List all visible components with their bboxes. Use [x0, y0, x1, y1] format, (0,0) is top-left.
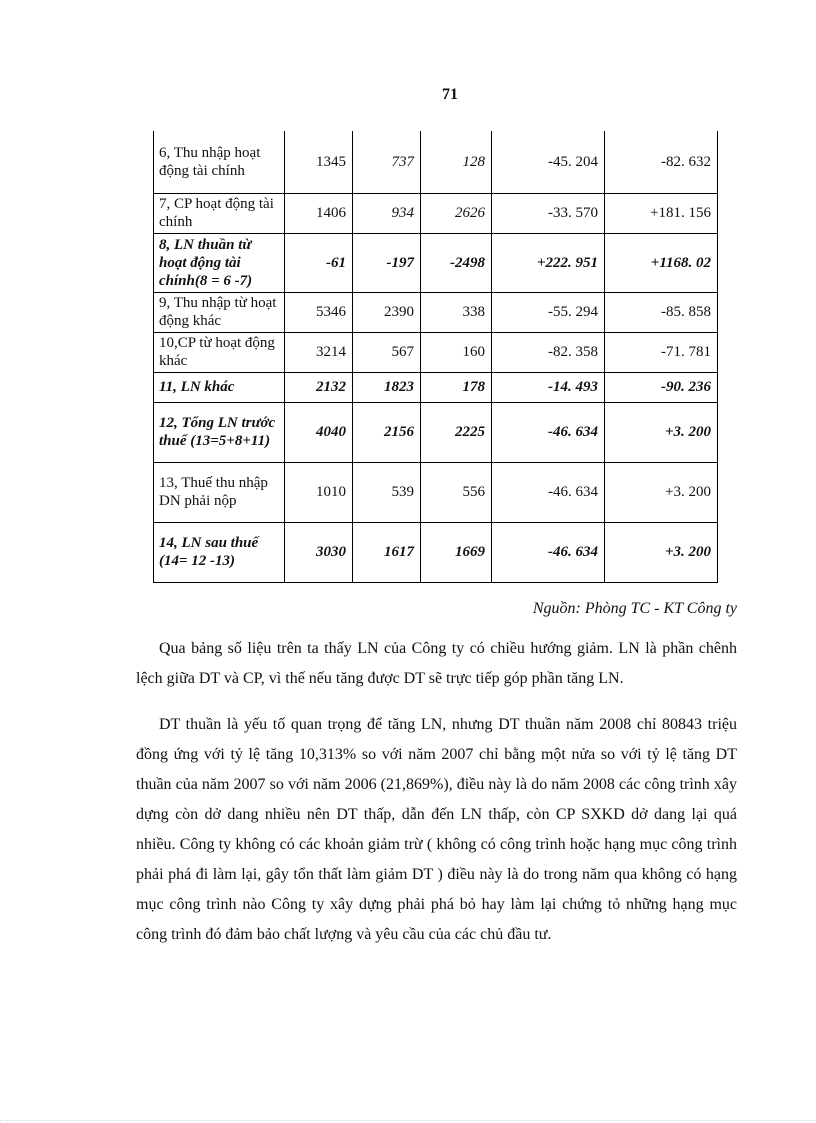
row-label: 8, LN thuần từ hoạt động tài chính(8 = 6 -7)	[154, 233, 285, 292]
change-2007-2006: -55. 294	[492, 292, 605, 332]
value-2006: 4040	[285, 402, 353, 462]
change-2007-2006: -46. 634	[492, 402, 605, 462]
change-2007-2006: -45. 204	[492, 131, 605, 193]
value-2007: 737	[353, 131, 421, 193]
value-2007: 567	[353, 332, 421, 372]
value-2008: 178	[421, 372, 492, 402]
value-2006: 2132	[285, 372, 353, 402]
value-2007: 1617	[353, 522, 421, 582]
financial-table	[153, 131, 718, 583]
row-label: 12, Tổng LN trước thuế (13=5+8+11)	[154, 402, 285, 462]
change-2008-2007: +3. 200	[605, 522, 718, 582]
table-row	[154, 193, 718, 233]
row-label: 6, Thu nhập hoạt động tài chính	[154, 131, 285, 193]
change-2008-2007: +3. 200	[605, 402, 718, 462]
value-2006: 3214	[285, 332, 353, 372]
value-2007: 2390	[353, 292, 421, 332]
value-2006: 5346	[285, 292, 353, 332]
page-number: 71	[442, 86, 458, 103]
table-row	[154, 332, 718, 372]
change-2008-2007: -85. 858	[605, 292, 718, 332]
paragraph: Qua bảng số liệu trên ta thấy LN của Công ty có chiều hướng giảm. LN là phần chênh lệch giữa DT và CP, vì thế nếu tăng được DT sẽ trực tiếp góp phần tăng LN.	[136, 640, 737, 687]
value-2007: 2156	[353, 402, 421, 462]
table-row	[154, 372, 718, 402]
row-label: 9, Thu nhập từ hoạt động khác	[154, 292, 285, 332]
value-2008: 338	[421, 292, 492, 332]
value-2006: 3030	[285, 522, 353, 582]
change-2008-2007: +1168. 02	[605, 233, 718, 292]
change-2007-2006: -46. 634	[492, 462, 605, 522]
value-2007: 1823	[353, 372, 421, 402]
value-2008: -2498	[421, 233, 492, 292]
change-2008-2007: -90. 236	[605, 372, 718, 402]
table-row	[154, 462, 718, 522]
value-2008: 160	[421, 332, 492, 372]
value-2008: 2626	[421, 193, 492, 233]
change-2008-2007: -82. 632	[605, 131, 718, 193]
value-2007: 539	[353, 462, 421, 522]
table-row	[154, 522, 718, 582]
value-2007: 934	[353, 193, 421, 233]
source-note: Nguồn: Phòng TC - KT Công ty	[532, 600, 737, 617]
value-2008: 556	[421, 462, 492, 522]
row-label: 7, CP hoạt động tài chính	[154, 193, 285, 233]
change-2007-2006: -33. 570	[492, 193, 605, 233]
row-label: 11, LN khác	[154, 372, 285, 402]
paragraph: DT thuần là yếu tố quan trọng để tăng LN, nhưng DT thuần năm 2008 chỉ 80843 triệu đồng ứng với tỷ lệ tăng 10,313% so với năm 2007 chỉ bằng một nửa so với tỷ lệ tăng DT thuần của năm 2007 so với năm 2006 (21,869%), điều này là do năm 2008 các công trình xây dựng còn dở dang nhiều nên DT thấp, dẫn đến LN thấp, còn CP SXKD dở dang lại quá nhiều. Công ty không có các khoản giảm trừ ( không có công trình hoặc hạng mục công trình phải phá đi làm lại, gây tổn thất làm giảm DT ) điều này là do trong năm qua không có hạng mục công trình nào Công ty xây dựng phải phá bỏ hay làm lại chứng tỏ những hạng mục công trình đó đảm bảo chất lượng và yêu cầu của các chủ đầu tư.	[136, 716, 737, 943]
change-2007-2006: -82. 358	[492, 332, 605, 372]
value-2006: 1010	[285, 462, 353, 522]
table-row	[154, 131, 718, 193]
row-label: 14, LN sau thuế (14= 12 -13)	[154, 522, 285, 582]
table-row	[154, 233, 718, 292]
value-2006: 1406	[285, 193, 353, 233]
value-2008: 128	[421, 131, 492, 193]
change-2007-2006: +222. 951	[492, 233, 605, 292]
row-label: 13, Thuế thu nhập DN phải nộp	[154, 462, 285, 522]
value-2006: 1345	[285, 131, 353, 193]
change-2008-2007: -71. 781	[605, 332, 718, 372]
footer-divider	[0, 1120, 816, 1121]
table-row	[154, 402, 718, 462]
value-2008: 2225	[421, 402, 492, 462]
change-2008-2007: +3. 200	[605, 462, 718, 522]
row-label: 10,CP từ hoạt động khác	[154, 332, 285, 372]
value-2008: 1669	[421, 522, 492, 582]
table-row	[154, 292, 718, 332]
value-2007: -197	[353, 233, 421, 292]
change-2007-2006: -46. 634	[492, 522, 605, 582]
change-2007-2006: -14. 493	[492, 372, 605, 402]
value-2006: -61	[285, 233, 353, 292]
change-2008-2007: +181. 156	[605, 193, 718, 233]
